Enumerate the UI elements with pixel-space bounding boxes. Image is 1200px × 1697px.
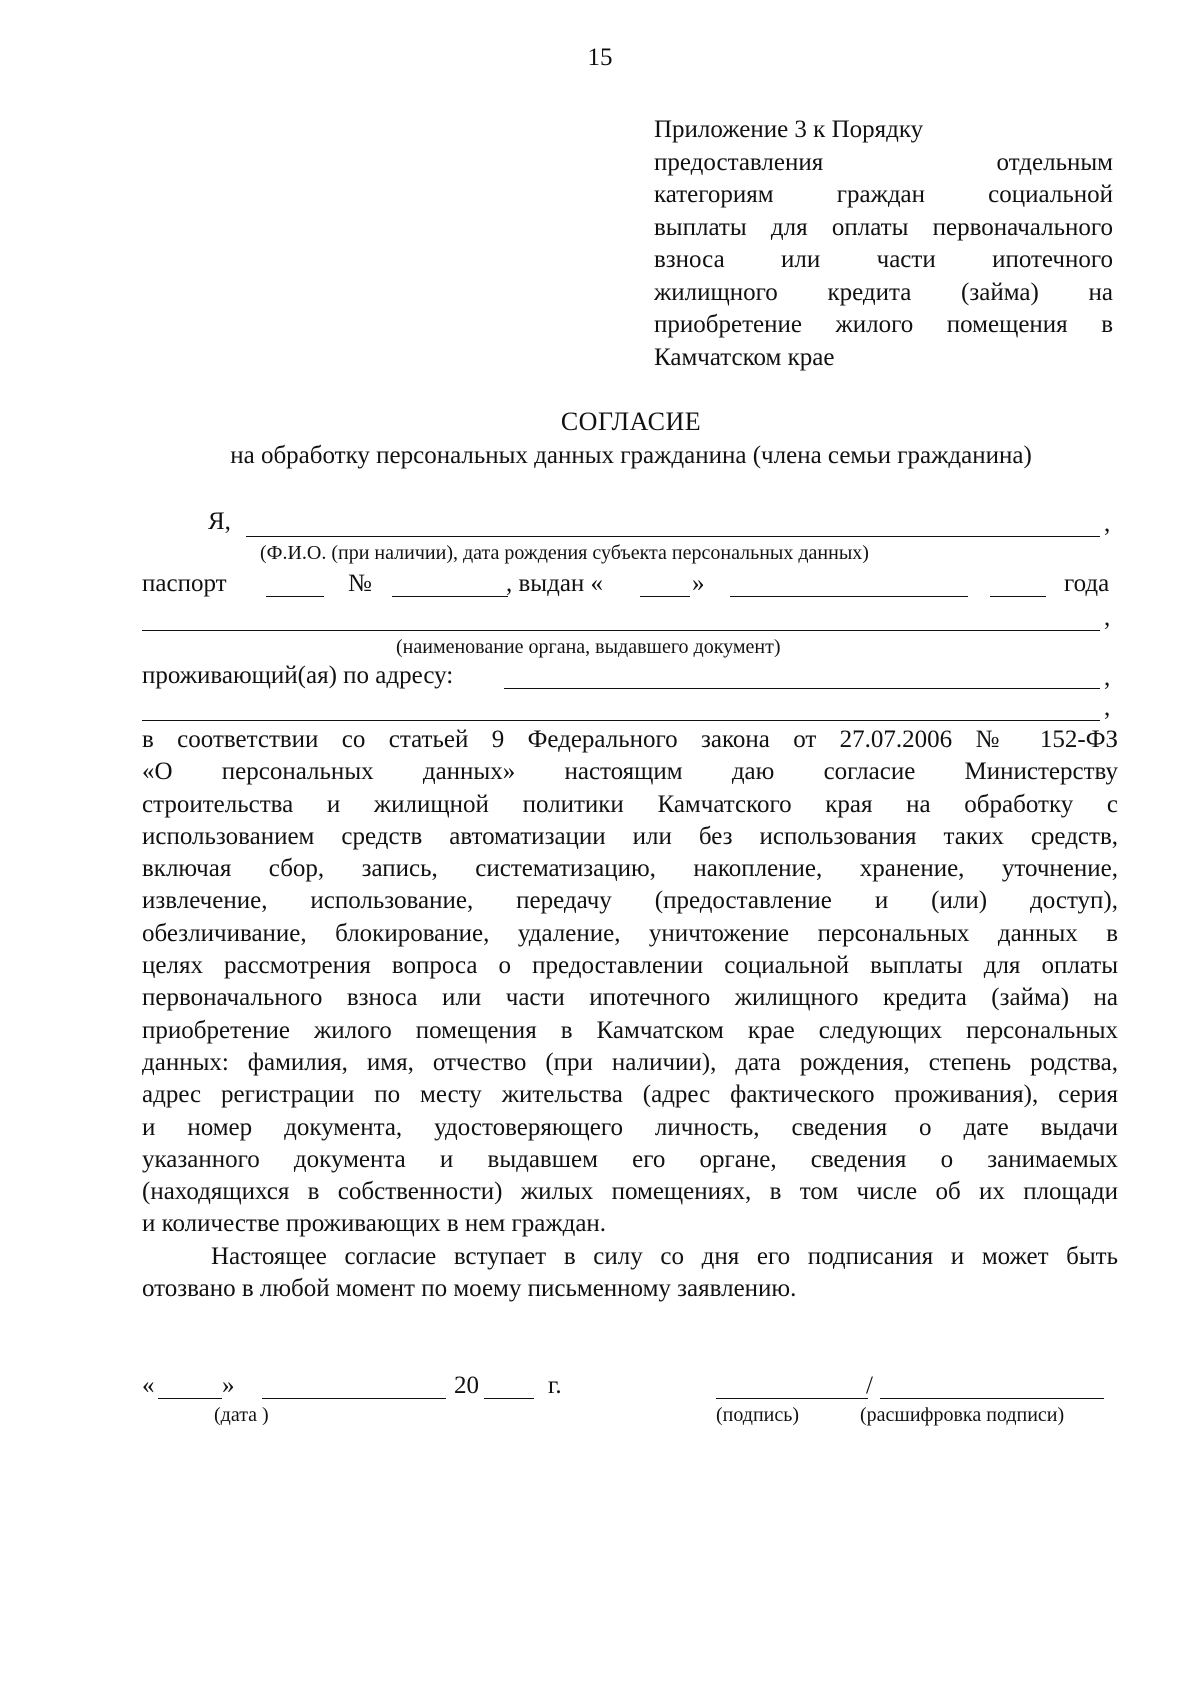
signature-caption: (подпись) [716,1404,800,1426]
body-line: включая сбор, запись, систематизацию, накопление, хранение, уточнение, [142,855,1118,883]
appendix-line: Камчатском крае [654,343,835,371]
body-line: извлечение, использование, передачу (предоставление и (или) доступ), [142,887,1118,915]
date-close-quote: » [222,1372,235,1399]
body-line: адрес регистрации по месту жительства (адрес фактического проживания), серия [142,1081,1118,1109]
signature-slash: / [866,1372,873,1399]
date-month-field[interactable] [262,1398,446,1399]
appendix-line: жилищного кредита (займа) на [654,278,1113,306]
year-label: года [1064,570,1110,597]
address-field[interactable] [504,688,1100,689]
year-prefix: 20 [454,1372,479,1399]
authority-caption: (наименование органа, выдавшего документ) [396,636,781,658]
body-line: строительства и жилищной политики Камчатского края на обработку с [142,790,1118,818]
address-comma: , [1104,664,1111,691]
body-line: (находящихся в собственности) жилых помещениях, в том числе об их площади [142,1178,1118,1206]
passport-series-field[interactable] [266,596,324,597]
body-line: данных: фамилия, имя, отчество (при наличии), дата рождения, степень родства, [142,1048,1118,1076]
fio-field[interactable] [246,536,1100,537]
address-label: проживающий(ая) по адресу: [142,662,454,689]
document-title: СОГЛАСИЕ [560,407,702,436]
signature-field[interactable] [716,1398,868,1399]
passport-label: паспорт [142,570,227,597]
body-line: Настоящее согласие вступает в силу со дня его подписания и может быть [211,1242,1118,1270]
appendix-line: приобретение жилого помещения в [654,311,1113,338]
body-line: использованием средств автоматизации или без использования таких средств, [142,822,1118,850]
appendix-reference [654,114,1113,374]
issued-label: , выдан « [506,570,604,597]
body-line: указанного документа и выдавшем его органе, сведения о занимаемых [142,1145,1118,1173]
address-continued-comma: , [1104,694,1111,721]
authority-comma: , [1104,604,1111,631]
body-line: «О персональных данных» настоящим даю согласие Министерству [142,758,1118,786]
issued-close-quote: » [692,570,705,597]
passport-number-field[interactable] [392,596,508,597]
date-day-field[interactable] [158,1398,222,1399]
body-line: целях рассмотрения вопроса о предоставлении социальной выплаты для оплаты [142,952,1118,980]
signature-decoding-field[interactable] [880,1398,1104,1399]
page-number: 15 [587,44,613,71]
address-field-continued[interactable] [142,720,1100,721]
consent-body [142,724,1118,1305]
appendix-line: выплаты для оплаты первоначального [654,213,1113,241]
year-suffix: г. [548,1372,562,1399]
appendix-line: Приложение 3 к Порядку [654,116,924,143]
number-sign: № [348,570,372,597]
ya-label: Я, [208,508,231,535]
fio-comma: , [1104,510,1111,537]
date-year-field[interactable] [484,1398,534,1399]
issue-month-field[interactable] [730,596,968,597]
body-line: отозвано в любой момент по моему письменному заявлению. [142,1275,797,1303]
body-line: приобретение жилого помещения в Камчатском крае следующих персональных [142,1016,1118,1044]
decoding-caption: (расшифровка подписи) [860,1404,1065,1426]
body-line: в соответствии со статьей 9 Федерального закона от 27.07.2006 № 152-ФЗ [142,726,1118,753]
issue-day-field[interactable] [640,596,690,597]
appendix-line: предоставления отдельным [654,148,1113,176]
date-open-quote: « [142,1372,155,1399]
body-line: обезличивание, блокирование, удаление, уничтожение персональных данных в [142,919,1118,947]
appendix-line: взноса или части ипотечного [654,246,1113,273]
body-line: и количестве проживающих в нем граждан. [142,1210,607,1238]
issuing-authority-field[interactable] [142,630,1100,631]
appendix-line: категориям граждан социальной [654,181,1113,208]
date-caption: (дата ) [214,1404,269,1426]
document-subtitle: на обработку персональных данных гражданина (члена семьи гражданина) [230,442,1032,469]
body-line: первоначального взноса или части ипотечного жилищного кредита (займа) на [142,984,1118,1012]
body-line: и номер документа, удостоверяющего личность, сведения о дате выдачи [142,1113,1118,1141]
fio-caption: (Ф.И.О. (при наличии), дата рождения субъекта персональных данных) [260,542,869,564]
issue-year-field[interactable] [990,596,1046,597]
